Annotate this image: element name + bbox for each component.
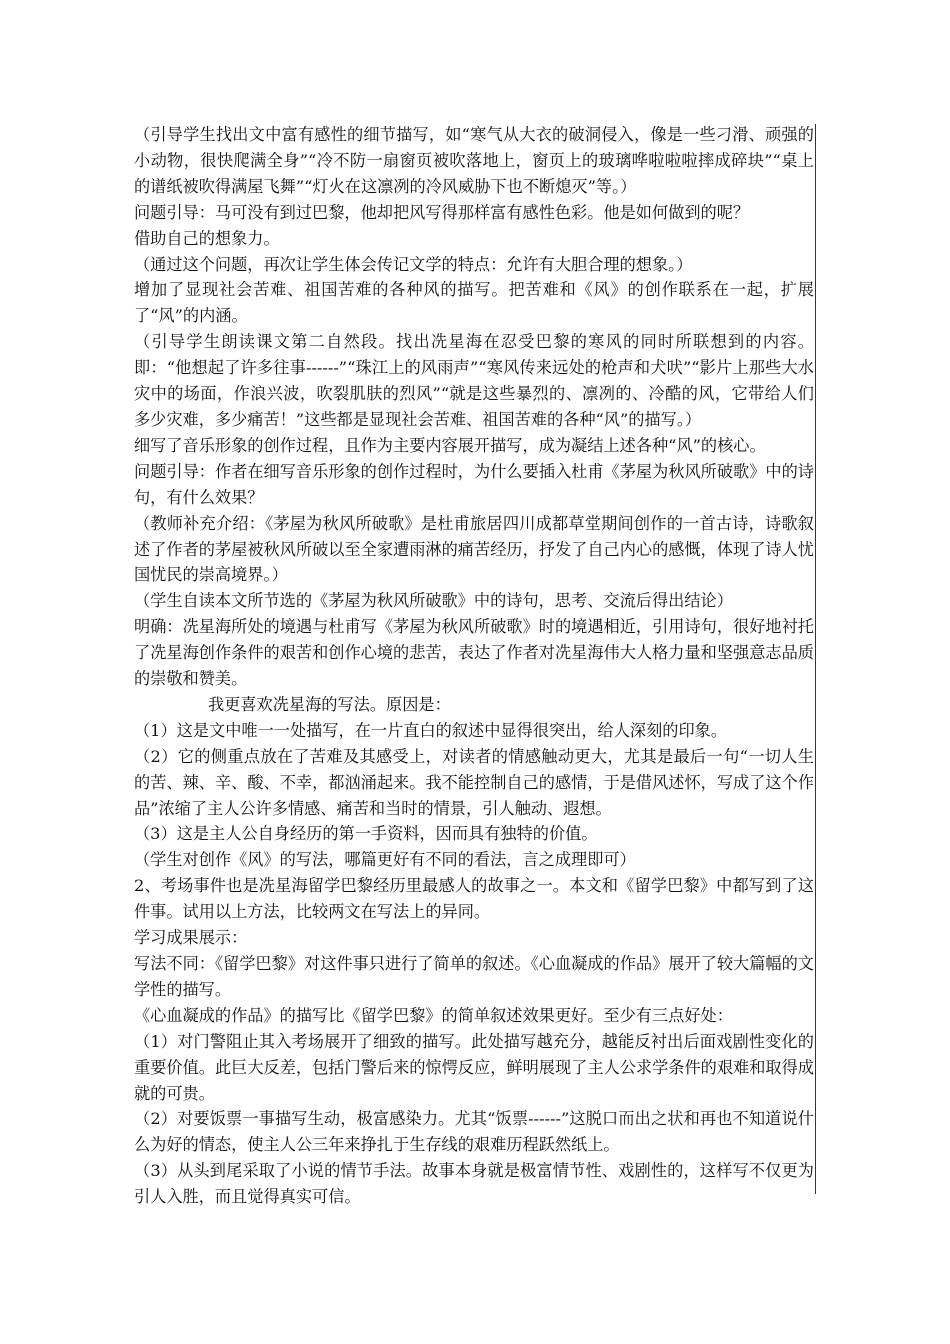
paragraph-advantage-1: （1）对门警阻止其入考场展开了细致的描写。此处描写越充分，越能反衬出后面戏剧性变化的重要价值。此巨大反差，包括门警后来的惊愕反应，鲜明展现了主人公求学条件的艰难和取得成就的可贵。 xyxy=(134,1031,814,1103)
paragraph-note-1: （通过这个问题，再次让学生体会传记文学的特点：允许有大胆合理的想象。） xyxy=(134,254,693,274)
paragraph-difference: 写法不同：《留学巴黎》对这件事只进行了简单的叙述。《心血凝成的作品》展开了较大篇幅的文学性的描写。 xyxy=(134,954,814,999)
paragraph-student-views: （学生对创作《风》的写法，哪篇更好有不同的看法，言之成理即可） xyxy=(134,850,636,870)
paragraph-answer-1: 借助自己的想象力。 xyxy=(134,228,280,248)
paragraph-reason-3: （3）这是主人公自身经历的第一手资料，因而具有独特的价值。 xyxy=(134,824,598,844)
paragraph-question-1: 问题引导：马可没有到过巴黎，他却把风写得那样富有感性色彩。他是如何做到的呢？ xyxy=(134,202,750,222)
paragraph-preference: 我更喜欢冼星海的写法。原因是： xyxy=(208,694,451,714)
document-body xyxy=(134,122,814,1210)
paragraph-guidance-2: （引导学生朗读课文第二自然段。找出冼星海在忍受巴黎的寒风的同时所联想到的内容。即：“他想起了许多往事------”“珠江上的风雨声”“寒风传来远处的枪声和犬吠”“影片上那些大水灾中的场面，作浪兴波，吹裂肌肤的烈风”“就是这些暴烈的、凛冽的、冷酷的风，它带给人们多少灾难，多少痛苦！”这些都是显现社会苦难、祖国苦难的各种“风”的描写。） xyxy=(134,332,814,429)
paragraph-question-2: 问题引导：作者在细写音乐形象的创作过程时，为什么要插入杜甫《茅屋为秋风所破歌》中的诗句，有什么效果？ xyxy=(134,461,814,507)
right-margin-rule xyxy=(815,124,816,1194)
paragraph-point-3: 细写了音乐形象的创作过程，且作为主要内容展开描写，成为凝结上述各种“风”的核心。 xyxy=(134,435,766,455)
paragraph-advantages: 《心血凝成的作品》的描写比《留学巴黎》的简单叙述效果更好。至少有三点好处： xyxy=(134,1005,733,1025)
paragraph-results-heading: 学习成果展示： xyxy=(134,928,248,948)
paragraph-reason-2: （2）它的侧重点放在了苦难及其感受上，对读者的情感触动更大，尤其是最后一句“一切人生的苦、辣、辛、酸、不幸，都汹涌起来。我不能控制自己的感情，于是借风述怀，写成了这个作品”浓缩了主人公许多情感、痛苦和当时的情景，引人触动、遐想。 xyxy=(134,746,814,818)
paragraph-advantage-3: （3）从头到尾采取了小说的情节手法。故事本身就是极富情节性、戏剧性的，这样写不仅更为引人入胜，而且觉得真实可信。 xyxy=(134,1161,814,1207)
paragraph-conclusion: 明确：冼星海所处的境遇与杜甫写《茅屋为秋风所破歌》时的境遇相近，引用诗句，很好地衬托了冼星海创作条件的艰苦和创作心境的悲苦，表达了作者对冼星海伟大人格力量和坚强意志品质的崇敬和赞美。 xyxy=(134,617,814,689)
paragraph-detail-guidance: （引导学生找出文中富有感性的细节描写，如“寒气从大衣的破洞侵入，像是一些刁滑、顽强的小动物，很快爬满全身”“冷不防一扇窗页被吹落地上，窗页上的玻璃哗啦啦啦摔成碎块”“桌上的谱纸被吹得满屋飞舞”“灯火在这凛冽的冷风威胁下也不断熄灭”等。） xyxy=(134,125,814,196)
paragraph-point-2: 增加了显现社会苦难、祖国苦难的各种风的描写。把苦难和《风》的创作联系在一起，扩展了“风”的内涵。 xyxy=(134,280,814,326)
paragraph-advantage-2: （2）对要饭票一事描写生动，极富感染力。尤其“饭票------”这脱口而出之状和再也不知道说什么为好的情态，使主人公三年来挣扎于生存线的艰难历程跃然纸上。 xyxy=(134,1109,814,1155)
paragraph-teacher-note: （教师补充介绍：《茅屋为秋风所破歌》是杜甫旅居四川成都草堂期间创作的一首古诗，诗歌叙述了作者的茅屋被秋风所破以至全家遭雨淋的痛苦经历，抒发了自己内心的感慨，体现了诗人忧国忧民的崇高境界。） xyxy=(134,513,814,585)
paragraph-student-reading: （学生自读本文所节选的《茅屋为秋风所破歌》中的诗句，思考、交流后得出结论） xyxy=(134,591,733,611)
paragraph-reason-1: （1）这是文中唯一一处描写，在一片直白的叙述中显得很突出，给人深刻的印象。 xyxy=(134,720,728,740)
paragraph-task-2: 2、考场事件也是冼星海留学巴黎经历里最感人的故事之一。本文和《留学巴黎》中都写到了这件事。试用以上方法，比较两文在写法上的异同。 xyxy=(134,876,814,922)
